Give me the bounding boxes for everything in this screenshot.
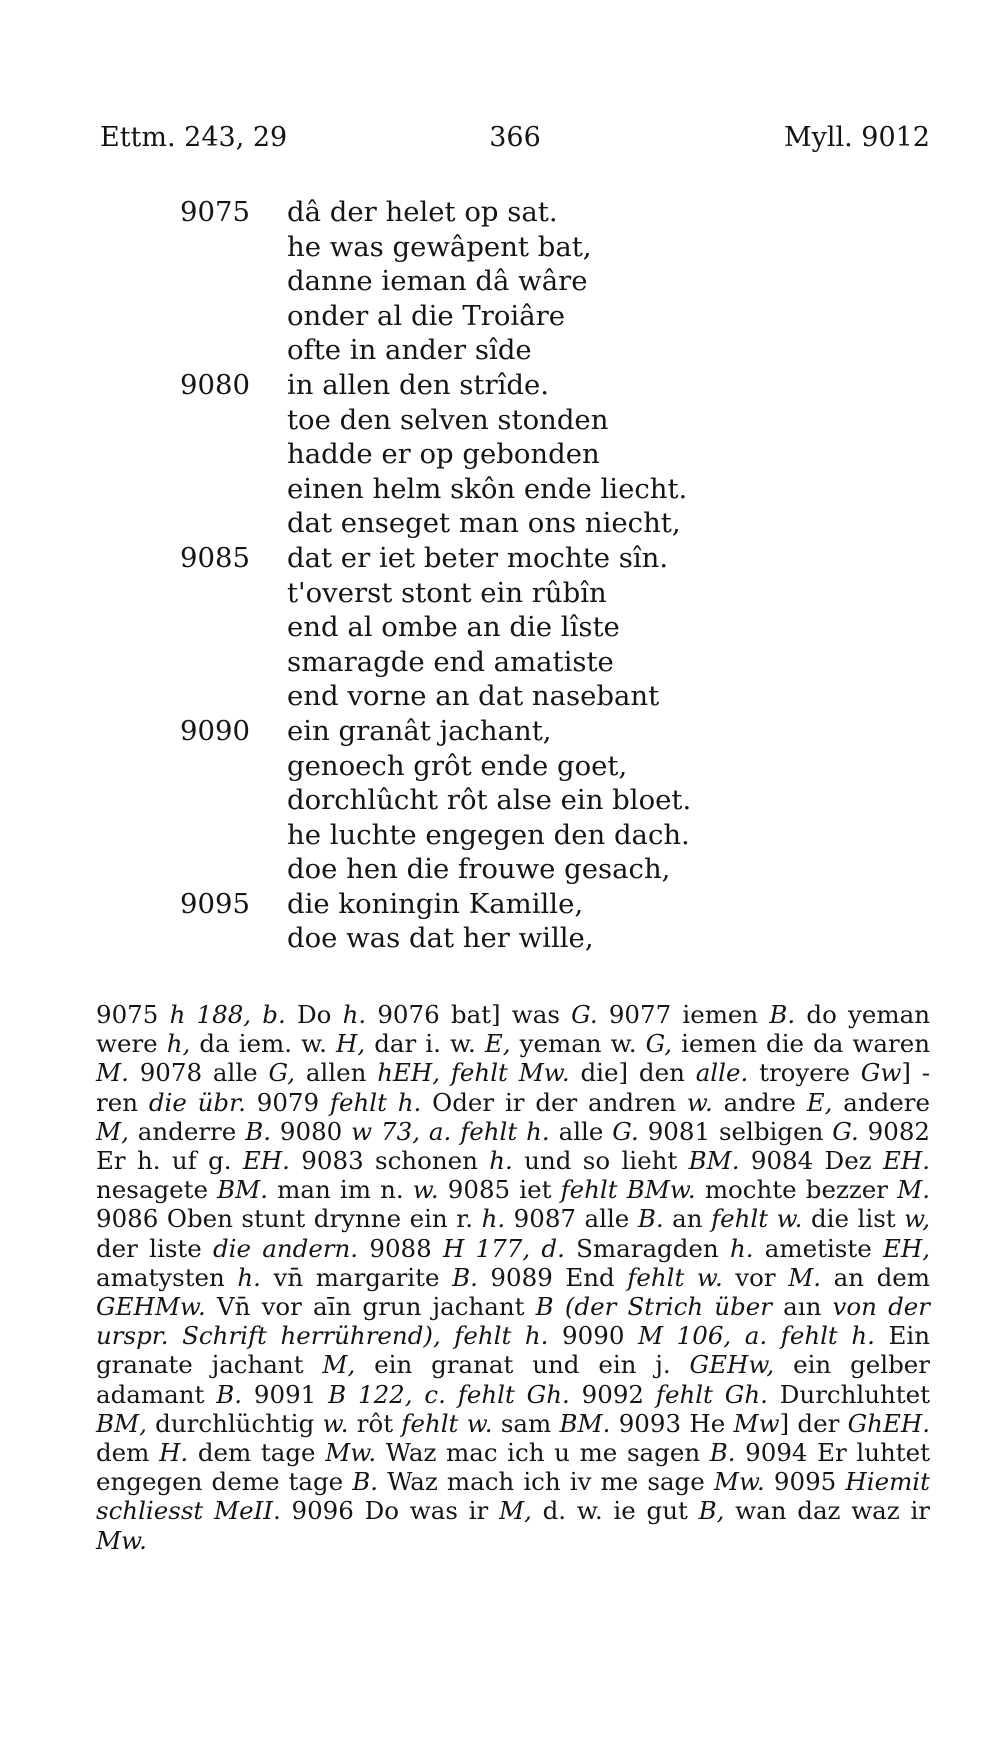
note-segment: 9075 bbox=[96, 1000, 170, 1029]
verse-line bbox=[0, 195, 1000, 230]
line-text: end vorne an dat nasebant bbox=[287, 680, 660, 713]
note-segment: B. bbox=[216, 1379, 243, 1409]
note-segment: ] -ren bbox=[96, 1058, 931, 1117]
note-segment: E, bbox=[806, 1087, 833, 1117]
note-segment: ein gelber adamant bbox=[96, 1350, 930, 1409]
note-segment: die list bbox=[802, 1204, 905, 1234]
line-text: ein granât jachant, bbox=[287, 714, 552, 747]
note-segment: B. bbox=[709, 1438, 736, 1468]
note-segment: G, bbox=[645, 1029, 673, 1059]
note-segment: vn̄ margarite bbox=[260, 1262, 453, 1292]
note-segment: die übr. bbox=[148, 1087, 246, 1117]
note-segment: der liste bbox=[96, 1233, 213, 1263]
verse-line bbox=[0, 506, 1000, 541]
note-segment: 9094 Er luhtet engegen deme tage bbox=[96, 1438, 930, 1497]
verse-line bbox=[0, 679, 1000, 714]
line-text: doe was dat her wille, bbox=[287, 922, 594, 955]
note-segment: G. bbox=[612, 1116, 639, 1146]
line-text: he luchte engegen den dach. bbox=[287, 818, 690, 851]
note-segment: Gw bbox=[860, 1058, 902, 1088]
line-text: doe hen die frouwe gesach, bbox=[287, 853, 671, 886]
note-segment: B 122, c. fehlt Gh. bbox=[328, 1379, 570, 1409]
note-segment: fehlt w. bbox=[711, 1204, 803, 1234]
line-text: toe den selven stonden bbox=[287, 403, 609, 436]
note-segment: man im n. bbox=[268, 1175, 413, 1205]
verse-line bbox=[0, 645, 1000, 680]
note-segment: 9079 bbox=[245, 1087, 330, 1117]
note-segment: durchlüchtig bbox=[146, 1408, 323, 1438]
note-segment: EH. bbox=[882, 1146, 931, 1176]
note-segment: die andern. bbox=[212, 1233, 359, 1263]
note-segment: an dem bbox=[821, 1262, 931, 1292]
note-segment: EH, bbox=[882, 1233, 931, 1263]
note-segment: anderre bbox=[128, 1116, 246, 1146]
note-segment: andere bbox=[832, 1087, 930, 1117]
note-segment: H 177, d. bbox=[442, 1233, 565, 1263]
note-segment: fehlt w. bbox=[401, 1408, 493, 1438]
note-segment: yeman w. bbox=[510, 1029, 646, 1059]
verse-line bbox=[0, 783, 1000, 818]
note-segment: B. bbox=[245, 1116, 271, 1146]
line-text: onder al die Troiâre bbox=[287, 299, 566, 332]
note-segment: rôt bbox=[348, 1408, 402, 1438]
note-segment: h. bbox=[489, 1146, 513, 1176]
note-segment: do yeman were bbox=[96, 1000, 931, 1059]
note-segment: G, bbox=[268, 1058, 295, 1088]
note-segment: 9085 iet bbox=[438, 1175, 561, 1205]
verse-line bbox=[0, 749, 1000, 784]
note-segment: fehlt BMw. bbox=[560, 1175, 696, 1205]
note-segment: 9083 schonen bbox=[289, 1146, 490, 1176]
note-segment: B. bbox=[769, 1000, 796, 1029]
note-segment: ametiste bbox=[753, 1233, 883, 1263]
line-number: 9085 bbox=[180, 541, 250, 574]
note-segment: d. w. ie gut bbox=[531, 1496, 699, 1526]
line-text: end al ombe an die lîste bbox=[287, 611, 620, 644]
verse-line bbox=[0, 230, 1000, 265]
note-segment: 9095 bbox=[764, 1467, 846, 1497]
note-segment: 9087 alle bbox=[505, 1204, 638, 1234]
line-text: danne ieman dâ wâre bbox=[287, 265, 588, 298]
critical-apparatus bbox=[96, 1000, 930, 1555]
note-segment: an bbox=[663, 1204, 712, 1234]
note-segment: alle. bbox=[695, 1058, 749, 1088]
note-segment: 9088 bbox=[358, 1233, 443, 1263]
note-segment: w. bbox=[322, 1408, 349, 1438]
note-segment: fehlt w. bbox=[627, 1262, 723, 1292]
note-segment: Hiemit schliesst Me bbox=[96, 1467, 930, 1526]
note-segment: 9089 End bbox=[477, 1262, 628, 1292]
verse-line bbox=[0, 818, 1000, 853]
note-segment: wan daz waz ir bbox=[724, 1496, 931, 1526]
note-segment: nesagete bbox=[96, 1175, 218, 1205]
note-segment: h 188, b. bbox=[169, 1000, 286, 1029]
note-segment: w. bbox=[686, 1087, 713, 1117]
note-segment: B (der Strich über bbox=[535, 1292, 772, 1322]
verse-line bbox=[0, 264, 1000, 299]
note-segment: EH. bbox=[242, 1146, 290, 1176]
note-segment: h. bbox=[237, 1262, 261, 1292]
page-number: 366 bbox=[489, 122, 541, 153]
line-number: 9080 bbox=[180, 368, 250, 401]
note-segment: und so lieht bbox=[512, 1146, 689, 1176]
verse-line bbox=[0, 887, 1000, 922]
note-segment: dem bbox=[96, 1438, 160, 1468]
verse-line bbox=[0, 852, 1000, 887]
line-text: die koningin Kamille, bbox=[287, 887, 584, 920]
note-segment: 9082 Er h. uf g. bbox=[96, 1116, 931, 1176]
line-text: hadde er op gebonden bbox=[287, 438, 600, 471]
note-segment: H, bbox=[336, 1029, 366, 1059]
note-segment: sam bbox=[492, 1408, 560, 1438]
line-text: smaragde end amatiste bbox=[287, 645, 614, 678]
note-segment: B. bbox=[352, 1467, 379, 1497]
note-segment: vor bbox=[722, 1262, 789, 1292]
note-segment: allen bbox=[295, 1058, 378, 1088]
verse-line bbox=[0, 921, 1000, 956]
note-segment: Do bbox=[285, 1000, 343, 1029]
header-left-reference: Ettm. 243, 29 bbox=[100, 122, 288, 153]
page-header bbox=[100, 122, 930, 162]
verse-line bbox=[0, 576, 1000, 611]
note-segment: 9096 Do was ir bbox=[280, 1496, 499, 1526]
verse-line bbox=[0, 368, 1000, 403]
note-segment: M. bbox=[96, 1058, 129, 1088]
note-segment: Waz mach ich iv me sage bbox=[378, 1467, 714, 1497]
note-segment: ] der bbox=[779, 1408, 848, 1438]
note-segment: BM, bbox=[96, 1408, 147, 1438]
note-segment: G. bbox=[571, 1000, 598, 1029]
note-segment: troyere bbox=[748, 1058, 861, 1088]
note-segment: dar i. w. bbox=[365, 1029, 485, 1059]
note-segment: Mw. bbox=[96, 1525, 147, 1555]
note-segment: 9093 He bbox=[610, 1408, 734, 1438]
note-segment: BM. bbox=[217, 1175, 269, 1205]
note-segment: M. bbox=[897, 1175, 930, 1205]
note-segment: E, bbox=[484, 1029, 511, 1059]
line-number: 9095 bbox=[180, 887, 250, 920]
note-segment: M 106, a. fehlt h. bbox=[638, 1321, 875, 1351]
note-segment: Waz mac ich u me sagen bbox=[376, 1438, 710, 1468]
note-segment: von der urspr. Schrift herrührend), fehlt h. bbox=[96, 1292, 930, 1351]
note-segment: 9077 iemen bbox=[597, 1000, 770, 1029]
note-segment: 9078 alle bbox=[128, 1058, 269, 1088]
verse-line bbox=[0, 714, 1000, 749]
note-segment: B. bbox=[637, 1204, 664, 1234]
note-segment: iemen die da waren bbox=[672, 1029, 930, 1059]
line-number: 9075 bbox=[180, 196, 250, 228]
note-segment: aın bbox=[771, 1292, 833, 1322]
note-segment: 9092 bbox=[569, 1379, 656, 1409]
note-segment: GEHMw. bbox=[96, 1292, 206, 1322]
note-segment: h. bbox=[342, 1000, 367, 1029]
line-text: t'overst stont ein rûbîn bbox=[287, 576, 607, 609]
note-segment: B, bbox=[698, 1496, 725, 1526]
note-segment: Ein granate jachant bbox=[96, 1321, 931, 1380]
line-text: genoech grôt ende goet, bbox=[287, 749, 628, 782]
note-segment: BM. bbox=[559, 1408, 611, 1438]
verse-line bbox=[0, 333, 1000, 368]
note-segment: Mw bbox=[733, 1408, 780, 1438]
note-segment: . bbox=[272, 1496, 281, 1526]
note-segment: M. bbox=[788, 1262, 822, 1292]
line-text: dorchlûcht rôt alse ein bloet. bbox=[287, 784, 692, 817]
note-segment: w, bbox=[904, 1204, 930, 1234]
note-segment: BM. bbox=[688, 1146, 740, 1176]
note-segment: mochte bezzer bbox=[695, 1175, 898, 1205]
note-segment: M, bbox=[96, 1116, 129, 1146]
line-number: 9090 bbox=[180, 714, 250, 747]
note-segment: 9091 bbox=[242, 1379, 329, 1409]
verse-line bbox=[0, 299, 1000, 334]
verse-line bbox=[0, 437, 1000, 472]
header-right-reference: Myll. 9012 bbox=[783, 122, 930, 153]
line-text: dat er iet beter mochte sîn. bbox=[287, 541, 669, 574]
note-segment: II bbox=[253, 1496, 273, 1526]
note-segment: h. bbox=[481, 1204, 506, 1234]
note-segment: dem tage bbox=[188, 1438, 326, 1468]
line-text: einen helm skôn ende liecht. bbox=[287, 472, 688, 505]
note-segment: GhEH. bbox=[847, 1408, 930, 1438]
note-segment: H. bbox=[159, 1438, 189, 1468]
line-text: dâ der helet op sat. bbox=[287, 196, 558, 228]
note-segment: amatysten bbox=[96, 1262, 238, 1292]
line-text: dat enseget man ons niecht, bbox=[287, 507, 681, 540]
verse-line bbox=[0, 610, 1000, 645]
note-segment: G. bbox=[832, 1116, 859, 1146]
note-segment: 9084 Dez bbox=[739, 1146, 883, 1176]
note-segment: M, bbox=[498, 1496, 532, 1526]
note-segment: GEHw, bbox=[689, 1350, 775, 1380]
note-segment: Durchluhtet bbox=[767, 1379, 930, 1409]
verse-line bbox=[0, 541, 1000, 576]
note-segment: 9076 bat] was bbox=[366, 1000, 572, 1029]
note-segment: 9086 Oben stunt drynne ein r. bbox=[96, 1204, 482, 1234]
note-segment: B. bbox=[452, 1262, 478, 1292]
note-segment: 9081 selbigen bbox=[638, 1116, 833, 1146]
note-segment: andre bbox=[712, 1087, 807, 1117]
note-segment: ein granat und ein j. bbox=[355, 1350, 690, 1380]
note-segment: w. bbox=[412, 1175, 439, 1205]
note-segment: Mw. bbox=[713, 1467, 765, 1497]
note-segment: hEH, fehlt Mw. bbox=[377, 1058, 570, 1088]
line-text: he was gewâpent bat, bbox=[287, 230, 592, 263]
note-segment: Vn̄ vor aīn grun jachant bbox=[205, 1292, 536, 1322]
verse-line bbox=[0, 403, 1000, 438]
note-segment: h, bbox=[166, 1029, 191, 1059]
note-segment: 9080 bbox=[270, 1116, 352, 1146]
verse-line bbox=[0, 472, 1000, 507]
verse-text bbox=[0, 195, 1000, 956]
note-segment: da iem. w. bbox=[190, 1029, 337, 1059]
note-segment: fehlt h. bbox=[329, 1087, 422, 1117]
note-segment: M, bbox=[322, 1350, 356, 1380]
line-text: in allen den strîde. bbox=[287, 368, 550, 401]
note-segment: Mw. bbox=[325, 1438, 377, 1468]
note-segment: alle bbox=[549, 1116, 613, 1146]
note-segment: 9090 bbox=[548, 1321, 638, 1351]
note-segment: Smaragden bbox=[564, 1233, 730, 1263]
note-segment: die] den bbox=[569, 1058, 696, 1088]
note-segment: h. bbox=[729, 1233, 754, 1263]
note-segment: fehlt Gh. bbox=[655, 1379, 768, 1409]
note-segment: w 73, a. fehlt h. bbox=[351, 1116, 550, 1146]
note-segment: Oder ir der andren bbox=[421, 1087, 687, 1117]
line-text: ofte in ander sîde bbox=[287, 334, 532, 367]
